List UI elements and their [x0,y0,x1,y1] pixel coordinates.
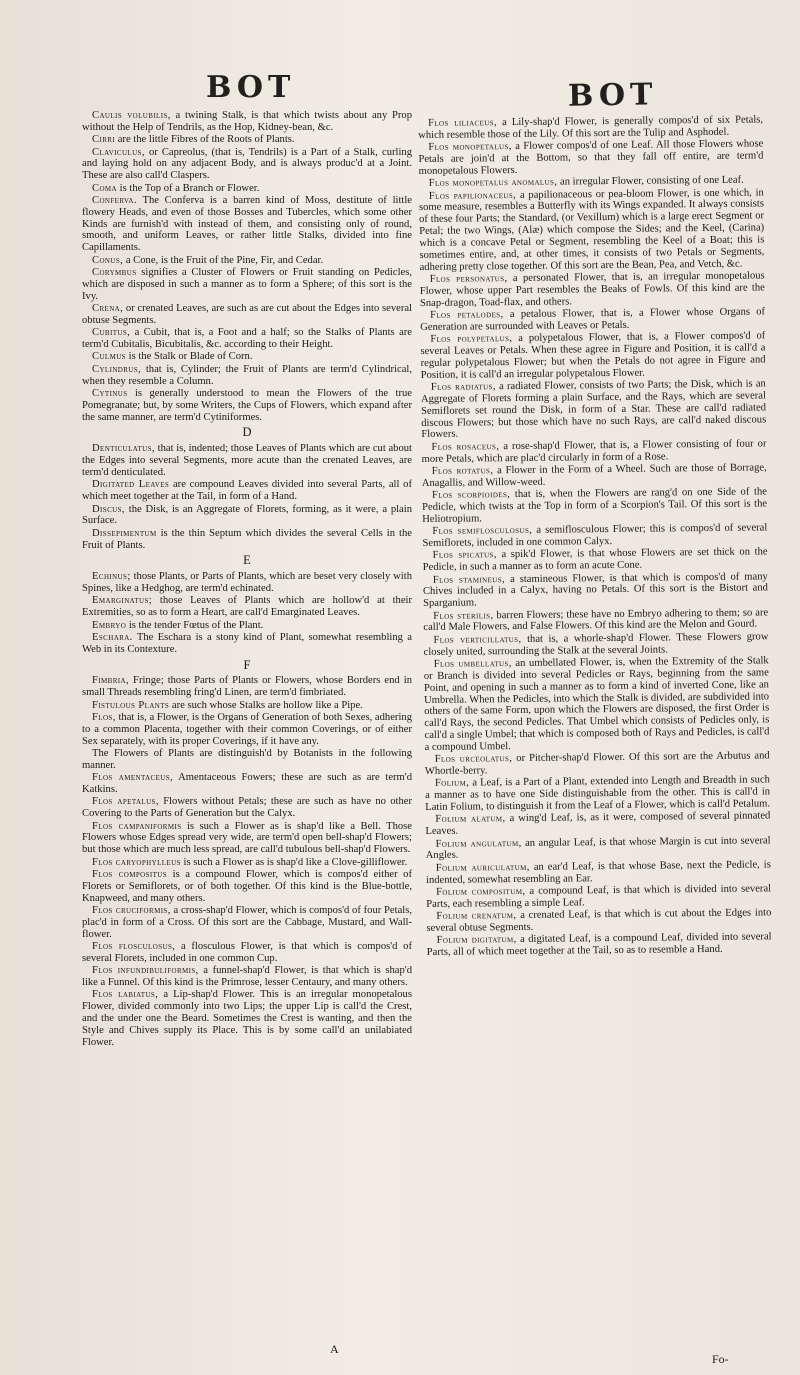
entry-headword: Echinus; [92,571,131,583]
entry-headword: Flos infundibuliformis, [92,965,199,977]
dictionary-entry [82,748,412,772]
entry-headword: Flos cruciformis, [92,905,171,916]
entry-definition: is a compound Flower, which is compos'd either of Florets or Semiflorets, or of both together. Of this kind is the Blue-bottle, Knapweed, and many others. [82,868,412,904]
dictionary-entry [423,547,768,574]
entry-headword: Flos polypetalus, [430,333,513,346]
dictionary-entry [427,932,772,959]
entry-definition: a radiated Flower, consists of two Parts; the Disk, which is an Aggregate of Florets forming a plain Surface, and the Rays, which are several Semiflorets set round the Disk, in form of a Star. These are call'd radiated discous Flowers; but those which have no such Rays, are call'd naked discous Flowers. [420,378,767,441]
dictionary-entry [425,811,770,838]
entry-definition: that is, indented; those Leaves of Plants which are cut about the Edges into several Segments, more acute than the crenated Leaves, are term'd denticulated. [82,443,412,478]
entry-headword: Flos amentaceus, [92,772,174,784]
dictionary-entry [82,479,412,503]
entry-headword: Folium auriculatum, [435,861,530,874]
entry-definition: The Flowers of Plants are distinguish'd by Botanists in the following manner. [82,748,412,771]
entry-definition: a petalous Flower, that is, a Flower whose Organs of Generation are surrounded with Leaves or Petals. [420,306,766,333]
entry-headword: Flos, [92,712,116,723]
entry-definition: a funnel-shap'd Flower, is that which is shap'd like a Funnel. Of this kind is the Primrose, lesser Centaury, and many others. [82,965,412,989]
dictionary-entry [424,655,770,753]
entry-headword: Flos umbellatus, [433,658,512,670]
dictionary-entry [82,327,412,351]
entry-headword: Folium digitatum, [436,934,517,947]
dictionary-entry [82,267,412,303]
entry-headword: Eschara. [92,631,133,643]
entry-definition: a cross-shap'd Flower, which is compos'd of four Petals, plac'd in form of a Cross. Of this sort are the Cabbage, Mustard, and Wall-flower. [82,905,412,940]
entry-definition: a papilionaceous or pea-bloom Flower, is one which, in some measure, resembles a Butterfly with its Wings expanded. It always consists of these four Parts; the Standard, (or Vexillum) which is a large erect Segment or Petal; the two Wings, (Alæ) which compose the Sides; and the Keel, (Carina) which is a concave Petal or Segment, resembling the Keel of a Boat; this is sometimes entire, and, at other times, it consists of two Petals or Segments, adhering pretty close together. Of this sort are the Bean, Pea, and Vetch, &c. [418,186,765,273]
entry-definition: an irregular Flower, consisting of one Leaf. [557,174,744,188]
entry-headword: Fimbria, [92,675,130,687]
entry-definition: a wing'd Leaf, is, as it were, composed of several pinnated Leaves. [425,810,771,838]
section-letter: F [243,657,251,672]
dictionary-entry [421,438,766,465]
dictionary-entry [82,388,412,424]
dictionary-entry [82,989,412,1048]
dictionary-entry [425,751,770,778]
dictionary-entry [82,772,412,796]
dictionary-entry [82,905,412,941]
dictionary-entry [82,195,412,254]
entry-definition: The Eschara is a stony kind of Plant, somewhat resembling a Web in its Contexture. [82,631,412,655]
entry-definition: is such a Flower as is shap'd like a Bell. Those Flowers whose Edges spread very wide, are term'd open bell-shap'd Flowers; but those which are much less spread, are call'd tubulous bell-shap'd Flowers. [82,820,412,856]
entry-definition: an ear'd Leaf, is that whose Base, next the Pedicle, is indented, somewhat resembling an Ear. [425,859,771,886]
entry-definition: signifies a Cluster of Flowers or Fruit standing on Pedicles, which are disposed in such a manner as to form a Sphere; of this sort is the Ivy. [82,266,412,302]
dictionary-entry [82,303,412,327]
entry-headword: Cirri [92,134,116,146]
entry-headword: Flos rotatus, [431,465,494,477]
entry-headword: Emarginatus; [92,595,153,607]
dictionary-entry [426,908,771,935]
entry-definition: that is, Cylinder; the Fruit of Plants are term'd Cylindrical, when they resemble a Column. [82,363,412,387]
entry-headword: Cytinus [92,387,128,399]
dictionary-entry [418,114,763,141]
entry-headword: Folium angulatum, [435,837,522,850]
entry-definition: a rose-shap'd Flower, that is, a Flower consisting of four or more Petals, which are plac'd circularly in form of a Rose. [421,438,767,465]
entry-definition: are such whose Stalks are hollow like a Pipe. [169,699,363,711]
dictionary-entry [82,712,412,748]
entry-headword: Flos verticillatus, [433,633,522,646]
dictionary-entry [420,331,765,382]
entry-definition: a crenated Leaf, is that which is cut about the Edges into several obtuse Segments. [426,907,772,934]
dictionary-entry [82,796,412,820]
dictionary-entry [425,775,770,814]
entry-headword: Flos scorpioides, [431,489,511,502]
entry-definition: barren Flowers; these have no Embryo adhering to them; so are call'd Male Flowers, and False Flowers. Of this kind are the Melon and Gourd. [423,606,769,634]
entry-headword: Flos campaniformis [92,820,182,832]
entry-headword: Flos radiatus, [430,381,497,393]
dictionary-entry [82,504,412,528]
entry-definition: a personated Flower, that is, an irregular monopetalous Flower, whose upper Part resembles the Beaks of Fowls. Of this kind are the Snap-dragon, Toad-flax, and others. [419,270,765,309]
entry-definition: that is, a Flower, is the Organs of Generation of both Sexes, adhering to a common Placenta, together with their common Coverings, or of either Sex separately, with its proper Coverings, if it have any. [82,712,412,747]
entry-definition: The Conferva is a barren kind of Moss, destitute of little flowery Heads, and even of those Bosses and Tubercles, which some other Kinds are furnish'd with instead of them, and consisting only of round, smooth, and uniform Leaves, or rather little Stalks, divided into fine Capillaments. [82,194,412,254]
dictionary-entry [82,675,412,699]
entry-definition: Flowers without Petals; these are such as have no other Covering to the Parts of Generation but the Calyx. [82,796,412,820]
entry-definition: a Leaf, is a Part of a Plant, extended into Length and Breadth in such a manner as to have one Side distinguishable from the other. This is call'd in Latin Folium, to distinguish it from the Leaf of a Flower, which is call'd Petalum. [425,774,771,814]
dictionary-entry [423,571,768,610]
entry-headword: Caulis volubilis, [92,110,171,121]
entry-headword: Flos flosculosus, [92,941,176,953]
entry-definition: is the thin Septum which divides the several Cells in the Fruit of Plants. [82,527,412,551]
entry-definition: is the Top of a Branch or Flower. [117,182,260,194]
entry-headword: Flos monopetalus anomalus, [428,176,558,190]
entry-definition: or crenated Leaves, are such as are cut about the Edges into several obtuse Segments. [82,303,412,326]
running-head-left: BOT [206,70,296,105]
entry-definition: that is, a whorle-shap'd Flower. These Flowers grow closely united, surrounding the Stalk at the several Joints. [423,631,769,658]
dictionary-entry [82,821,412,857]
entry-definition: a Cone, is the Fruit of the Pine, Fir, and Cedar. [123,254,324,266]
dictionary-entry [418,139,763,178]
entry-headword: Conferva. [92,194,137,206]
entry-headword: Cubitus, [92,327,131,339]
dictionary-entry [420,270,765,309]
entry-definition: a flosculous Flower, is that which is compos'd of several Florets, included in one common Cup. [82,941,412,964]
dictionary-entry [82,620,412,632]
dictionary-entry [423,607,768,634]
dictionary-entry [422,487,767,526]
dictionary-entry [420,306,765,333]
dictionary-entry [82,351,412,363]
entry-definition: or Capreolus, (that is, Tendrils) is a Part of a Stalk, curling and laying hold on any adjacent Body, and is always produc'd at a Joint. These are also call'd Claspers. [82,146,412,182]
dictionary-entry [82,443,412,479]
entry-headword: Corymbus [92,266,137,278]
entry-headword: Flos rosaceus, [431,440,500,453]
entry-headword: Flos apetalus, [92,796,159,808]
entry-headword: Flos labiatus, [92,989,159,1001]
entry-headword: Discus, [92,503,125,515]
entry-headword: Folium, [434,777,470,790]
entry-headword: Folium crenatum, [436,910,517,923]
entry-definition: a twining Stalk, is that which twists about any Prop without the Help of Tendrils, as the Hop, Kidney-bean, &c. [82,110,412,133]
signature-mark: A [330,1342,339,1356]
entry-headword: Flos sterilis, [433,609,494,622]
dictionary-entry [82,528,412,552]
entry-headword: Claviculus, [92,146,145,158]
entry-definition: a spik'd Flower, is that whose Flowers are set thick on the Pedicle, in such a manner as to form an acute Cone. [422,546,768,574]
entry-headword: Flos papilionaceus, [428,189,517,202]
dictionary-entry [419,187,765,274]
entry-headword: Denticulatus, [92,443,155,455]
dictionary-entry [422,462,767,489]
entry-headword: Coma [92,182,118,194]
entry-definition: a Flower compos'd of one Leaf. All those Flowers whose Petals are join'd at the Bottom, so that they fall off entire, are term'd monopetalous Flowers. [418,138,764,177]
entry-headword: Flos compositus [92,868,168,880]
entry-definition: is such a Flower as is shap'd like a Clove-gilliflower. [180,856,408,868]
dictionary-entry [82,869,412,905]
dictionary-entry [82,255,412,267]
entry-headword: Flos personatus, [429,273,508,285]
entry-headword: Flos spicatus, [432,549,497,562]
running-head-right: BOT [567,77,658,114]
entry-definition: those Plants, or Parts of Plants, which are beset very closely with Spines, like a Hedghog, are term'd echinated. [82,571,412,595]
dictionary-entry [82,571,412,595]
entry-headword: Culmus [92,351,126,363]
entry-headword: Embryo [92,619,127,631]
entry-definition: a stamineous Flower, is that which is compos'd of many Chives included in a Calyx, having no Petals. Of this sort is the Bistort and Sparganium. [422,570,769,610]
entry-headword: Flos stamineus, [432,573,506,586]
dictionary-entry [82,632,412,656]
entry-definition: an umbellated Flower, is, when the Extremity of the Stalk or Branch is divided into several Pedicles or Rays, beginning from the same Point, and opening in such a manner as to form a kind of inverted Cone, like an Umbrella. When the Pedicles, into which the Stalk is divided, are subdivided into others of the same Form, upon which the Flowers are disposed, the first Order is call'd Rays, the second Pedicles. That Umbel which consists of Pedicles only, is call'd a single Umbel; that which is composed both of Rays and Pedicles, is call'd a compound Umbel. [423,655,770,753]
entry-headword: Flos semiflosculosus, [432,525,533,538]
dictionary-entry [82,700,412,712]
entry-definition: a digitated Leaf, is a compound Leaf, divided into several Parts, all of which meet together at the Tail, so as to resemble a Hand. [426,931,772,959]
entry-definition: Amentaceous Fowers; these are such as are term'd Katkins. [82,772,412,796]
dictionary-entry [82,965,412,989]
entry-definition: an angular Leaf, is that whose Margin is cut into several Angles. [425,834,771,862]
entry-definition: Fringe; those Parts of Plants or Flowers, whose Borders end in small Threads resembling fring'd Linen, are term'd fimbriated. [82,675,412,699]
entry-definition: a Flower in the Form of a Wheel. Such are those of Borrage, Anagallis, and Willow-weed. [421,462,767,489]
entry-definition: or Pitcher-shap'd Flower. Of this sort are the Arbutus and Whortle-berry. [424,750,770,778]
entry-definition: is generally understood to mean the Flowers of the true Pomegranate; but, by some Writers, the Cups of Flowers, which expand after the same manner, are term'd Cytiniformes. [82,387,412,423]
dictionary-entry [82,134,412,146]
dictionary-entry [426,859,771,886]
entry-definition: those Leaves of Plants which are hollow'd at their Extremities, so as to form a Heart, are call'd Emarginated Leaves. [82,595,412,619]
entry-definition: that is, when the Flowers are rang'd on one Side of the Pedicle, which twists at the Top in form of a Scorpion's Tail. Of this sort is the Heliotropium. [422,486,768,525]
dictionary-entry [82,857,412,869]
entry-headword: Crena, [92,303,124,314]
section-letter: E [243,553,251,568]
dictionary-entry [82,364,412,388]
dictionary-entry [426,835,771,862]
entry-definition: a polypetalous Flower, that is, a Flower compos'd of several Leaves or Petals. When these agree in Figure and Position, it is call'd a regular polypetalous Flower; but when the Petals do not agree in Figure and Position, it is call'd an irregular polypetalous Flower. [420,330,766,381]
entry-headword: Flos liliaceus, [427,117,498,129]
catchword: Fo- [712,1352,729,1366]
entry-headword: Flos monopetalus, [428,141,512,154]
section-letter: D [242,425,252,440]
dictionary-entry [421,378,767,441]
left-column [82,110,412,1355]
entry-definition: a Cubit, that is, a Foot and a half; so the Stalks of Plants are term'd Cubitalis, Bicubitalis, &c. according to their Height. [82,327,412,351]
entry-definition: a Lip-shap'd Flower. This is an irregular monopetalous Flower, divided commonly into two Lips; the upper Lip is call'd the Crest, and the under one the Beard. Sometimes the Crest is wanting, and then the Style and Chives supply its Place. This is by some call'd an unilabiated Flower. [82,989,412,1048]
entry-headword: Cylindrus, [92,363,142,375]
entry-headword: Dissepimentum [92,527,157,539]
entry-definition: are the little Fibres of the Roots of Plants. [115,134,295,146]
entry-headword: Digitated Leaves [92,479,170,491]
entry-headword: Flos urceolatus, [434,753,513,766]
right-column [418,114,776,1333]
dictionary-entry [82,595,412,619]
entry-headword: Flos petalodes, [430,309,504,321]
dictionary-entry [82,183,412,195]
entry-headword: Folium alatum, [435,813,506,826]
dictionary-entry [426,883,771,910]
entry-definition: the Disk, is an Aggregate of Florets, forming, as it were, a plain Surface. [82,503,412,527]
entry-definition: are compound Leaves divided into several Parts, all of which meet together at the Tail, in form of a Hand. [82,479,412,503]
entry-definition: a semiflosculous Flower; this is compos'd of several Semiflorets, included in one common Calyx. [422,522,768,550]
entry-definition: a Lily-shap'd Flower, is generally compos'd of six Petals, which resemble those of the Lily. Of this sort are the Tulip and Asphodel. [418,114,764,141]
dictionary-entry [82,941,412,965]
dictionary-entry [82,147,412,183]
entry-definition: a compound Leaf, is that which is divided into several Parts, each resembling a simple Leaf. [426,883,772,910]
entry-headword: Folium compositum, [436,885,526,898]
entry-headword: Fistulous Plants [92,699,170,711]
dictionary-entry [422,523,767,550]
entry-definition: is the tender Fœtus of the Plant. [126,619,264,631]
entry-headword: Conus, [92,254,124,266]
entry-definition: is the Stalk or Blade of Corn. [125,351,253,363]
entry-headword: Flos caryophylleus [92,856,181,868]
dictionary-entry [423,631,768,658]
dictionary-entry [82,110,412,134]
